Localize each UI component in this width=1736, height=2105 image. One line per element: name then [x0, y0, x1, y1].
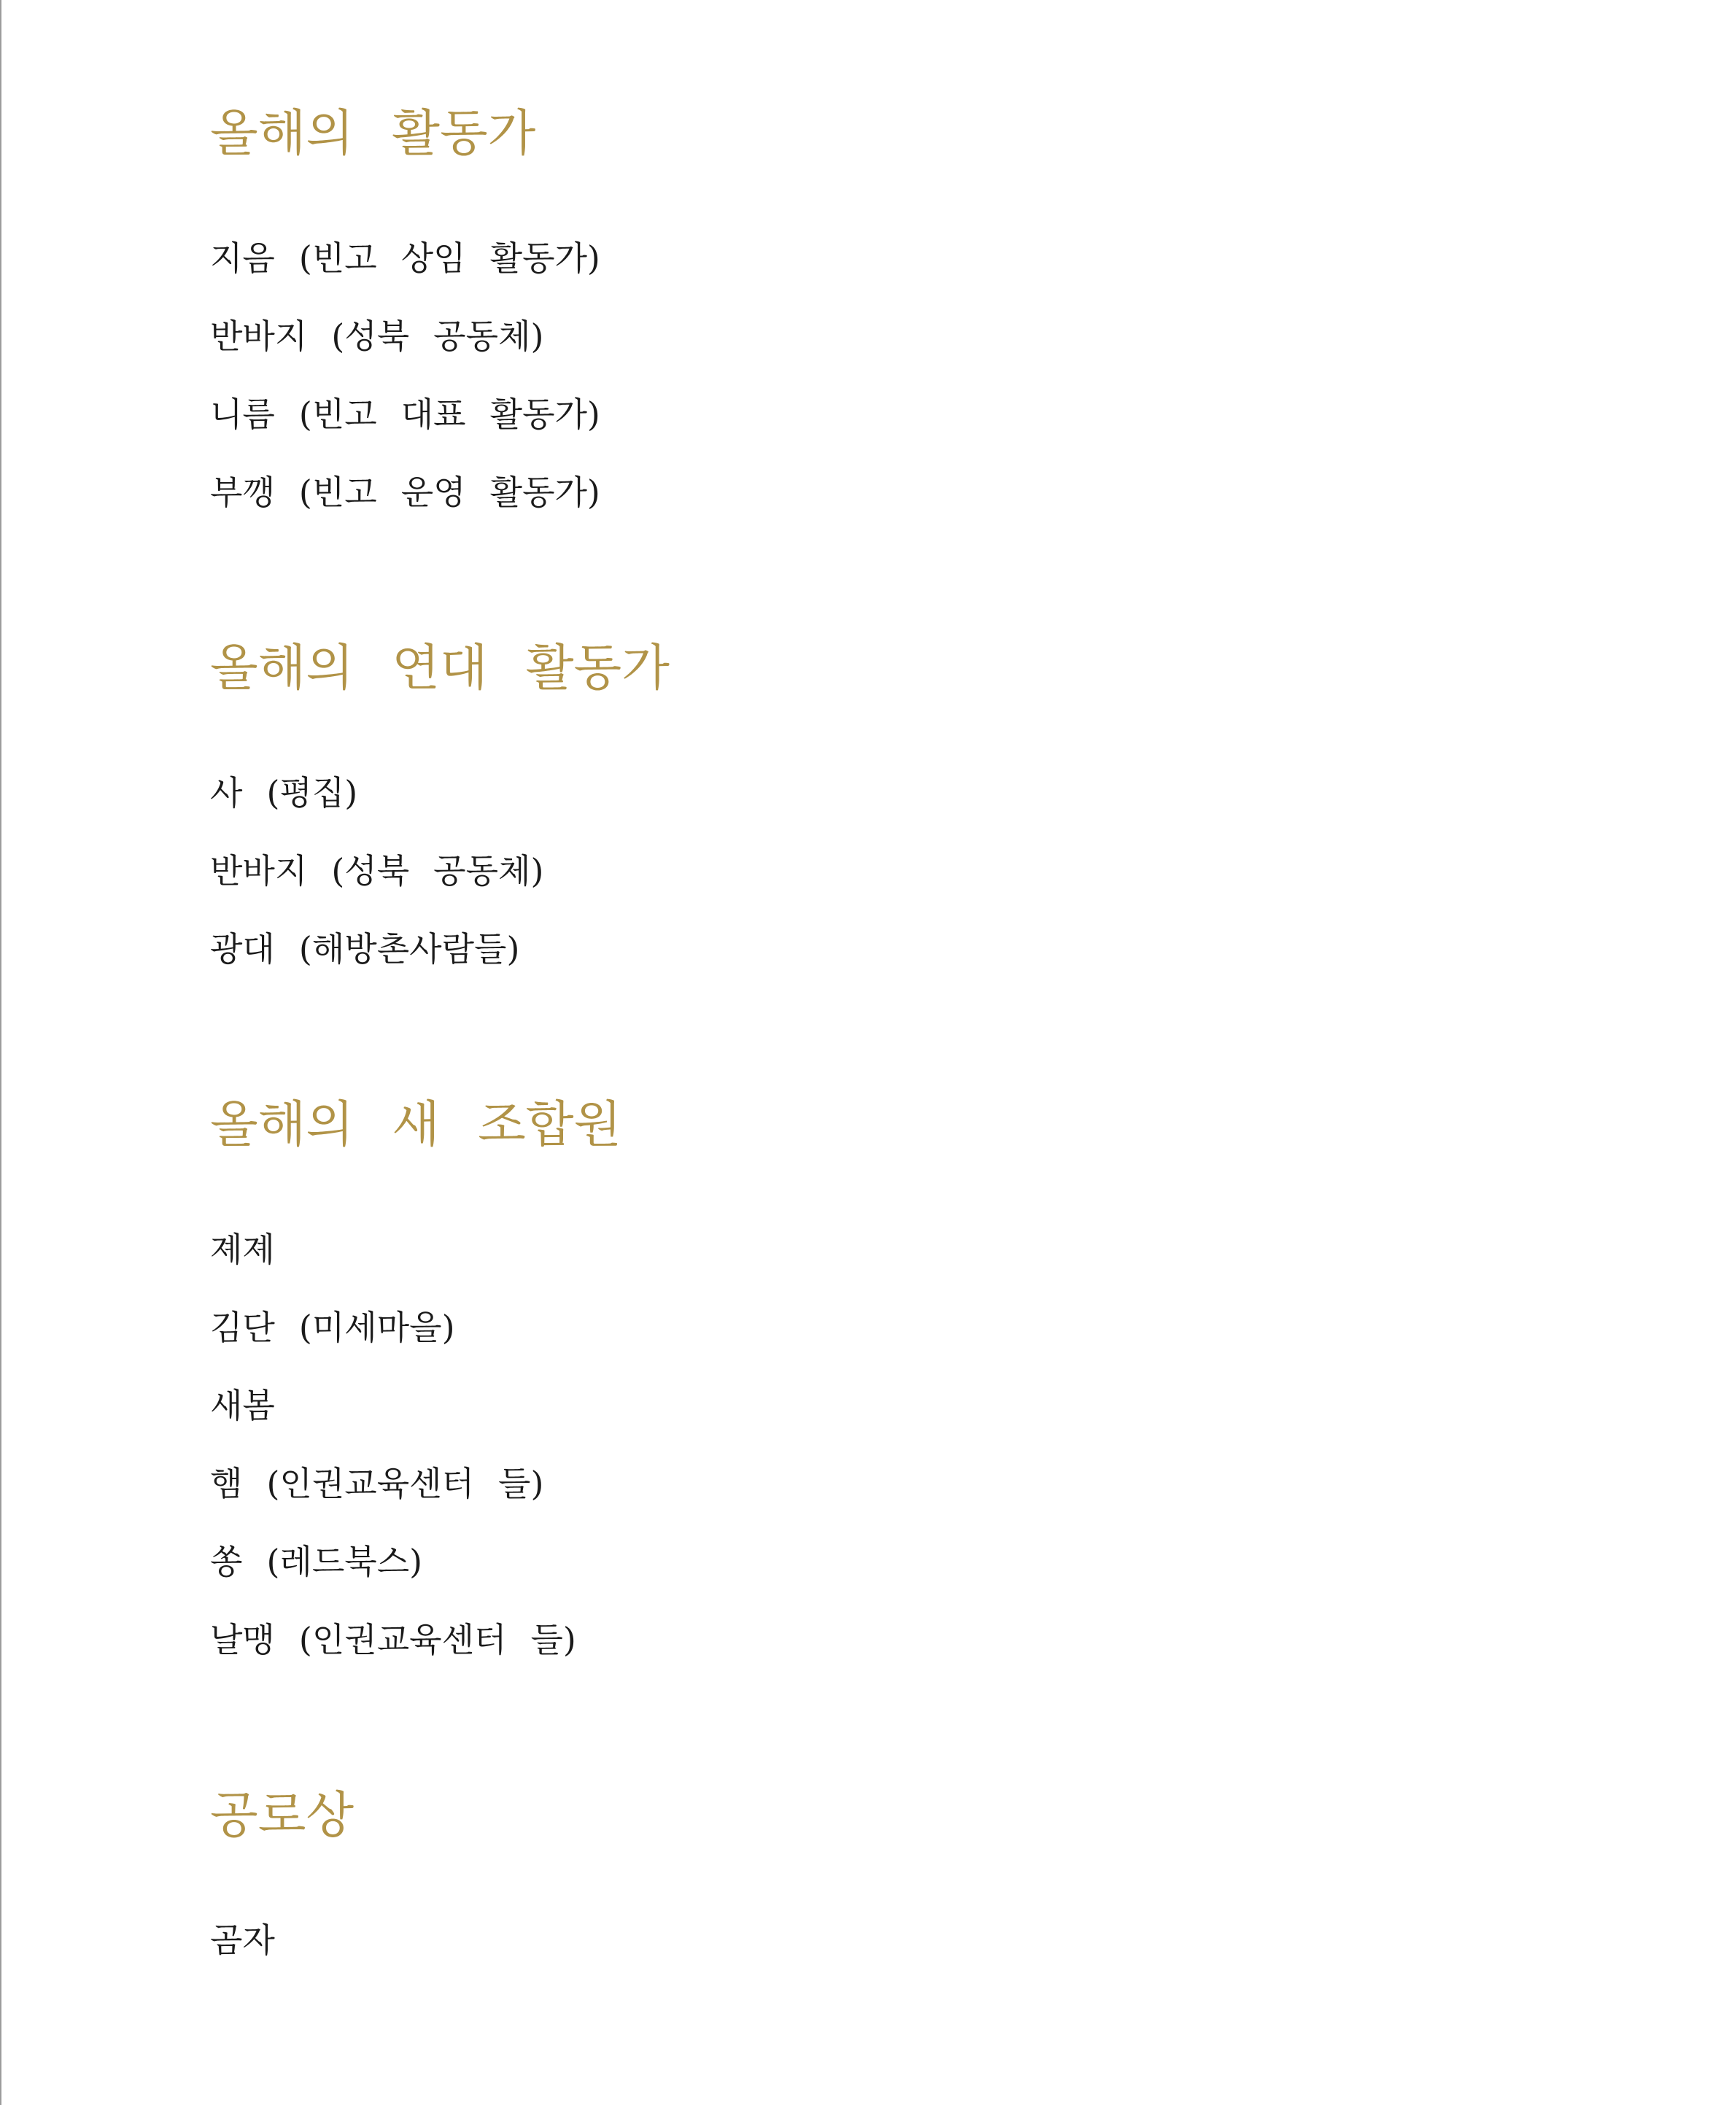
member-entry: 광대 (해방촌사람들) — [210, 929, 520, 969]
member-entry: 햄 (인권교육센터 들) — [210, 1464, 544, 1503]
member-entry: 부깽 (빈고 운영 활동가) — [210, 473, 600, 512]
section-new-members-of-the-year — [210, 1096, 1648, 1659]
section-merit-award — [210, 1787, 1648, 1960]
section-heading: 올해의 활동가 — [210, 105, 536, 163]
member-entry: 지음 (빈고 상임 활동가) — [210, 239, 600, 278]
member-entry: 쏭 (레드북스) — [210, 1542, 423, 1581]
member-entry: 사 (평집) — [210, 773, 358, 813]
member-entry: 반바지 (성북 공동체) — [210, 851, 544, 891]
section-heading: 올해의 연대 활동가 — [210, 640, 670, 697]
member-entry: 니름 (빈고 대표 활동가) — [210, 395, 600, 434]
member-entry: 김단 (미세마을) — [210, 1308, 455, 1347]
member-entry: 곰자 — [210, 1920, 275, 1960]
window-left-border — [0, 0, 1, 2105]
section-heading: 올해의 새 조합원 — [210, 1096, 622, 1154]
member-entry: 반바지 (성북 공동체) — [210, 317, 544, 356]
section-heading: 공로상 — [210, 1787, 354, 1845]
member-entry: 새봄 — [210, 1386, 275, 1425]
section-solidarity-activists-of-the-year — [210, 640, 1648, 969]
member-entry: 졔졔 — [210, 1230, 275, 1269]
section-activists-of-the-year — [210, 105, 1648, 512]
member-entry: 날맹 (인권교육센터 들) — [210, 1620, 576, 1659]
